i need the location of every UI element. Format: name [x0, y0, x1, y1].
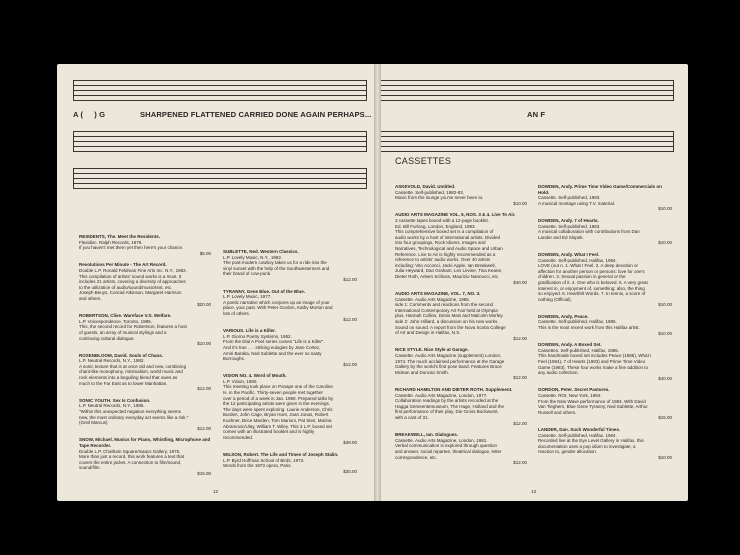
- entry-price: $12.00: [513, 335, 527, 341]
- entry-line: Cassette. Audio Arts Magazine (supplement) London,: [395, 353, 502, 359]
- entry-price: $12.00: [513, 460, 527, 466]
- catalog-entry: [395, 212, 527, 285]
- entry-line: Flexidisc. Ralph Records, 1979.: [79, 239, 143, 245]
- entry-line: This compilation of artists' sound works is a must. It: [79, 273, 182, 279]
- catalog-entry: [538, 218, 672, 246]
- entry-heading: RICHARD HAMILTON AND DIETER ROTH. Supplement.: [395, 387, 513, 392]
- entry-line: much to the Far East as to lower Manhattan.: [79, 380, 168, 386]
- entry-line: covers the entire jacket. A connection to film/sound,: [79, 459, 182, 465]
- entry-line: Burroughs.: [223, 356, 246, 362]
- entry-line: "Within this unexpected negation everything seems: [79, 409, 181, 415]
- entry-line: interest in, or enjoyment of, something; also, the thing: [538, 285, 645, 291]
- entry-line: new, the most ordinary everyday act seems like a risk.": [79, 414, 189, 420]
- entry-line: L.P. Giorno Poetry Systems, 1982.: [223, 333, 292, 339]
- entry-line: side 2: John Hilliard, a discussion on his new works.: [395, 319, 499, 325]
- entry-line: Sound on sound. A report from the Nova Scotia College: [395, 324, 506, 330]
- entry-line: lots of others.: [223, 310, 251, 316]
- entry-line: nothing (Official).: [538, 296, 572, 302]
- entry-line: Gallery by the world's first pose band. Features Bruce: [395, 364, 502, 370]
- catalog-entry: [538, 427, 672, 461]
- entry-heading: LANDER, Dan. Such Wonderful Times.: [538, 426, 621, 432]
- entry-line: International Contemporary Art Fair held at Olympia: [395, 307, 498, 313]
- catalog-entry: [223, 249, 357, 283]
- entry-line: L.P. Byrd Hoffman School of Birds, 1973.: [223, 457, 305, 463]
- entry-line: chant-like monophony, minimalism, world music and: [79, 369, 183, 375]
- entry-heading: DOWDEN, Andy. 7 of Hearts.: [538, 217, 599, 223]
- entry-line: Double L.P. Ronald Feldman Fine Arts Inc. N.Y., 1982.: [79, 267, 187, 273]
- entry-line: side 1: Comments and reactions from the second: [395, 302, 494, 308]
- entry-line: L.P. Lovely Music, N.Y., 1982.: [223, 254, 283, 260]
- entry-price: $12.00: [197, 425, 211, 431]
- catalog-entry: [395, 387, 527, 426]
- entry-line: And it's true . . . striking eulogies by Jane Cortez,: [223, 344, 321, 350]
- entry-line: Reference. Live to Air is highly recommended as a: [395, 251, 496, 257]
- entry-line: L.P. Neutral Records, N.Y., 1985.: [79, 403, 145, 409]
- entry-price: $10.00: [513, 200, 527, 206]
- entry-price: $12.00: [343, 316, 357, 322]
- entry-price: $20.00: [197, 301, 211, 307]
- entry-line: the 12 participating artists were given in the evenings.: [223, 401, 331, 407]
- entry-line: Is. in the Pacific. Thirty-seven people met together: [223, 390, 323, 396]
- entry-price: $12.00: [343, 361, 357, 367]
- entry-line: Cassette. Audio Arts Magazine, London, 1977.: [395, 392, 488, 398]
- page-number-right: 13: [531, 489, 537, 494]
- entry-line: reference to artists' audio works. Over 40 artists: [395, 257, 491, 263]
- entry-heading: WILSON, Robert. The Life and Times of Joseph Stalin.: [223, 452, 339, 457]
- entry-line: so enjoyed. 6. Heartfelt Words. 7. In tennis, a score of: [538, 291, 646, 297]
- music-staff-mid: [73, 131, 366, 153]
- entry-line: continuing cultural dialogue.: [79, 335, 135, 341]
- entry-price: $12.00: [513, 420, 527, 426]
- title-prefix: A ( ) G: [73, 110, 106, 119]
- catalog-entry: [538, 252, 672, 308]
- entry-line: sound/film.: [79, 465, 101, 471]
- entry-line: and answer, social repartee, theatrical dialogue, letter: [395, 448, 502, 454]
- right-page: [381, 64, 688, 501]
- entry-line: Verbal communication is explored through question: [395, 443, 498, 449]
- entry-line: Cassette. Audio Arts Magazine, 1985.: [395, 296, 471, 302]
- catalog-entry: [79, 437, 211, 476]
- entry-heading: NICE STYLE. Nice Style at Garage.: [395, 347, 469, 353]
- entry-line: Cassette. Audio Arts Magazine, London, 1981.: [395, 437, 488, 443]
- entry-line: Julia Heyward, Dan Graham, Les Levine, Tina Keane,: [395, 268, 503, 274]
- entry-price: $15.00: [658, 415, 672, 421]
- entry-line: Cassette. Self-published, Halifax, 1984.: [538, 432, 617, 438]
- catalog-entry: [538, 184, 672, 212]
- entry-line: L.P. Voicespondence, Toronto, 1985.: [79, 318, 152, 324]
- entry-line: A poetic narrative which conjures up an image of your: [223, 299, 330, 305]
- left-column-2: [223, 249, 357, 480]
- entry-line: Dieter Roth, Arleen Schloss, Maurizio Nannucci, etc.: [395, 273, 500, 279]
- entry-line: Cassette. Self-published, Halifax, 1984.: [538, 257, 617, 263]
- entry-line: gratification of it. 4. One who is beloved. 5. A very great: [538, 279, 648, 285]
- entry-line: Amiri Baraka, Ned Sublette and the ever so nasty: [223, 350, 322, 356]
- catalog-entry: [395, 347, 527, 381]
- entry-line: into four groupings, Rock Idioms, Images and: [395, 240, 486, 246]
- right-column-2: [538, 184, 672, 467]
- entry-line: vinyl sunset with the help of the Southwesterners and: [223, 265, 330, 271]
- entry-line: From the Dial A Poet series comes "Life is a Killer".: [223, 339, 325, 345]
- catalog-entry: [79, 353, 211, 392]
- entry-line: Double L.P. Chatham Square/Isaacs Gallery, 1975.: [79, 448, 181, 454]
- entry-line: Cassette. Self-published, 1982-83.: [395, 189, 465, 195]
- entry-heading: SONIC YOUTH. Sex Is Confusion.: [79, 397, 151, 403]
- entry-line: Kushner, Brice Marden, Tom Marioni, Pat Steir, Marina: [223, 418, 332, 424]
- entry-line: Burden, John Cage, Bryan Hunt, Joan Jonas, Robert: [223, 412, 329, 418]
- entry-heading: DOWDEN, Andy. Peace.: [538, 313, 589, 319]
- entry-line: This, the second record for Robertson, features a host: [79, 324, 187, 330]
- entry-line: This handmade boxed set includes Peace (1985), What I: [538, 353, 652, 359]
- entry-line: Cassette. Self-published, Halifax, 1985.: [538, 319, 617, 325]
- entry-price: $12.00: [197, 386, 211, 392]
- entry-heading: ROSENBLOOM, David. Souls of Chaos.: [79, 352, 164, 358]
- entry-line: over a period of a week in Jan. 1980. Prepared talks by: [223, 395, 334, 401]
- entry-line: comes with an illustrated booklet and is highly: [223, 429, 315, 435]
- catalog-entry: [395, 184, 527, 206]
- catalog-entry: [395, 432, 527, 466]
- entry-line: with a cast of 31.: [395, 414, 429, 420]
- catalog-entry: [538, 387, 672, 421]
- entry-price: $40.00: [513, 279, 527, 285]
- entry-line: This meeting took place on Ponape one of the Caroline: [223, 384, 333, 390]
- music-staff-top: [73, 80, 366, 102]
- entry-price: $38.00: [343, 440, 357, 446]
- entry-line: 3 cassette tapes boxed with a 12-page booklet.: [395, 217, 490, 223]
- entry-price: $12.00: [343, 276, 357, 282]
- catalog-entry: [538, 342, 672, 381]
- page-title-left: SHARPENED FLATTENED CARRIED DONE AGAIN PERHAPS...: [140, 110, 372, 119]
- entry-line: and others.: [79, 295, 102, 301]
- entry-line: Recorded live at the Eye Level Gallery in Halifax, this: [538, 438, 644, 444]
- entry-line: Joseph Beuys, Conrad Atkinson, Margaret Harrison: [79, 290, 182, 296]
- entry-price: $10.00: [197, 341, 211, 347]
- entry-line: Cassette. Self-published, 1983.: [538, 223, 601, 229]
- entry-heading: VISION NO. 4. Word of Mouth.: [223, 373, 287, 379]
- entry-line: The post-modern cowboy takes us for a ride into the: [223, 260, 327, 266]
- entry-line: This comprehensive boxed set is a compilation of: [395, 229, 494, 235]
- entry-line: Russell and others.: [538, 409, 577, 415]
- catalog-entry: [223, 328, 357, 367]
- entry-heading: BREAKWELL, Ian. Dialogues.: [395, 432, 459, 438]
- entry-line: recommended.: [223, 434, 254, 440]
- entry-line: A musical montage using T.V. material.: [538, 200, 616, 206]
- entry-price: $10.00: [658, 302, 672, 308]
- music-staff-top-right: [381, 80, 674, 102]
- entry-line: Van Tieghem, Blue Gene Tyranny, Ned Sublette, Arthur: [538, 404, 648, 410]
- entry-line: This is the most recent work from this Halifax artist.: [538, 325, 640, 331]
- left-page: [57, 64, 376, 501]
- catalog-entry: [79, 262, 211, 307]
- entry-line: L.P. Lovely Music, 1977.: [223, 294, 272, 300]
- entry-line: Mclean and Duncan Smith.: [395, 369, 450, 375]
- entry-line: Lander and Ed Slopek.: [538, 234, 584, 240]
- entry-line: A musical collaboration with contributions from Dan: [538, 229, 640, 235]
- entry-line: documentation uses a pop idiom to investigate, a: [538, 443, 636, 449]
- entry-price: $10.00: [658, 454, 672, 460]
- catalog-entry: [223, 289, 357, 323]
- entry-heading: RESIDENTS, The. Meet the Residents.: [79, 234, 161, 239]
- entry-line: More than just a record, this work features a text that: [79, 454, 185, 460]
- entry-line: of Art and Design in Halifax, N.S.: [395, 330, 461, 336]
- entry-heading: DOWDEN, Andy. Prime Time Video Game/Commercials on Hold.: [538, 184, 662, 195]
- entry-heading: GORDON, Peter. Secret Pastures.: [538, 387, 610, 393]
- entry-line: 1974. The much acclaimed performance at the Garage: [395, 358, 505, 364]
- entry-heading: DOWDEN, Andy. What I Feel.: [538, 251, 600, 257]
- entry-line: affection for another person or persons: love for one's: [538, 268, 645, 274]
- entry-heading: DOWDEN, Andy. A Boxed Set.: [538, 342, 602, 348]
- entry-line: (Greil Marcus): [79, 420, 108, 426]
- entry-heading: SUBLETTE, Ned. Western Classics.: [223, 249, 299, 254]
- entry-line: rock elements into a beguiling blend that owes as: [79, 375, 178, 381]
- music-staff-low: [73, 168, 366, 190]
- entry-price: $10.00: [658, 206, 672, 212]
- section-heading: CASSETTES: [395, 156, 452, 166]
- entry-price: $10.00: [658, 240, 672, 246]
- entry-line: Feel (1984), 7 of Hearts (1983) and Prime Time Video: [538, 359, 646, 365]
- entry-price: $5.00: [199, 250, 211, 256]
- catalog-entry: [223, 452, 357, 474]
- entry-line: audio works by a host of international artists. Divided: [395, 234, 501, 240]
- catalog-entry: [395, 291, 527, 341]
- entry-line: place, your past. With Peter Gordon, Kathy Morton and: [223, 305, 333, 311]
- entry-line: Hagga Gemeentemuseum, The Hage, Holland and the: [395, 403, 504, 409]
- entry-line: From the New Wave performance of 1984. With David: [538, 398, 646, 404]
- entry-line: children. 3. Sexual passion in general or the: [538, 274, 626, 280]
- entry-price: $40.00: [658, 375, 672, 381]
- entry-line: includes 21 artists, covering a diversity of approaches: [79, 279, 186, 285]
- entry-line: to the utilization of audio/sound/music/text, etc.: [79, 284, 173, 290]
- entry-line: Music from the lounge you've never been to.: [395, 195, 484, 201]
- entry-line: The days were spent exploring. Laurie Anderson, Chris: [223, 406, 333, 412]
- entry-line: plus, Hannah Collins, Denis Masi and Malcolm Morley.: [395, 313, 504, 319]
- entry-price: $30.00: [343, 468, 357, 474]
- entry-line: of guests, an array of musical stylings and a: [79, 329, 167, 335]
- entry-line: Cassettes. Self-published, Halifax, 1985.: [538, 347, 620, 353]
- entry-line: reaction to, gender allocation.: [538, 449, 598, 455]
- entry-line: L.P. Vision, 1980.: [223, 378, 258, 384]
- entry-heading: SNOW, Michael. Musics for Piano, Whistling, Microphone and Tape Recorder.: [79, 437, 211, 448]
- catalog-entry: [79, 398, 211, 432]
- entry-line: Abramovic/Ulay, William T. Wiley. This 3 L.P. boxed set: [223, 423, 332, 429]
- entry-line: L.P. Neutral Records, N.Y., 1982.: [79, 358, 145, 364]
- entry-line: Game (1983). These four works make a fine addition to: [538, 364, 648, 370]
- entry-heading: Revolutions Per Minute - The Art Record.: [79, 262, 167, 268]
- entry-line: Cassette. ROI, New York, 1984.: [538, 393, 602, 398]
- catalog-entry: [79, 234, 211, 256]
- entry-line: If you haven't met them yet then here's your chance.: [79, 245, 184, 251]
- entry-price: $15.00: [197, 470, 211, 476]
- entry-heading: AUDIO ARTS MAGAZINE VOL. 5, NOS. 3 & 4. Live To Air.: [395, 212, 516, 218]
- entry-heading: AUDIO ARTS MAGAZINE, VOL. 7, NO. 3.: [395, 291, 481, 297]
- entry-heading: TYRANNY, Gene Blue. Out of the Blue.: [223, 288, 306, 294]
- entry-line: correspondence, etc.: [395, 454, 438, 460]
- entry-heading: VARIOUS. Life is a Killer.: [223, 328, 276, 334]
- entry-line: Narratives, Technological and Audio Space and Urban: [395, 245, 503, 251]
- catalog-entry: [538, 314, 672, 336]
- entry-line: Cassette. Self-published, 1983.: [538, 195, 601, 201]
- music-staff-mid-right: [381, 131, 674, 153]
- entry-line: A sonic texture that is at once old and new, combining: [79, 363, 187, 369]
- entry-line: including: Vito Acconci, Jacki Apple, Ian Breakwell,: [395, 262, 496, 268]
- entry-price: $10.00: [658, 330, 672, 336]
- entry-line: first performance of their play, Die Gross Bockwurst,: [395, 409, 499, 415]
- left-column-1: [79, 234, 211, 483]
- right-column-1: [395, 184, 527, 472]
- entry-price: $12.00: [513, 375, 527, 381]
- entry-heading: ROBERTSON, Clive. Wareface V.S. Welfare.: [79, 313, 172, 319]
- page-number-left: 12: [213, 489, 219, 494]
- catalog-entry: [79, 313, 211, 347]
- entry-line: Ed. Bill Furlong, London, England, 1983.: [395, 223, 476, 229]
- entry-line: Words from the 1973 opera, Paris.: [223, 463, 292, 469]
- entry-line: their brand of cow-punk.: [223, 271, 272, 277]
- entry-line: any audio collection.: [538, 370, 579, 376]
- page-title-right: AN F: [527, 110, 546, 119]
- entry-line: LOVE (out n. 1. What I Feel. 2. A deep devotion or: [538, 263, 639, 269]
- entry-line: Collaboration readings by the artists recorded at the: [395, 398, 499, 404]
- catalog-entry: [223, 373, 357, 446]
- entry-heading: ASKEVOLD, David. Untitled.: [395, 184, 456, 189]
